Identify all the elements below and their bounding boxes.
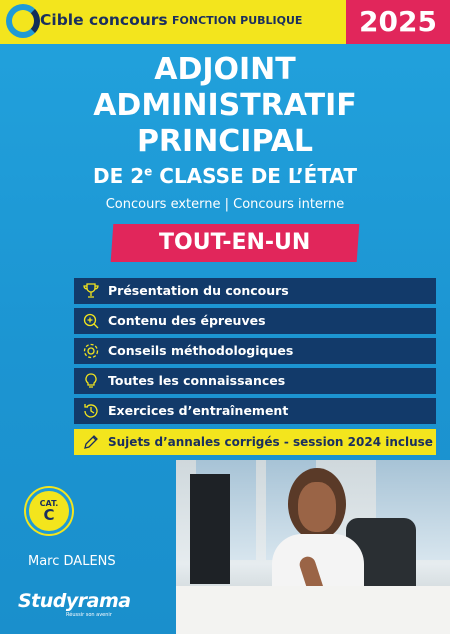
feature-connaissances [74,368,436,394]
feature-contenu [74,308,436,334]
feature-label: Contenu des épreuves [108,313,266,328]
feature-presentation [74,278,436,304]
title-line-3: PRINCIPAL [136,124,314,159]
gear-icon [82,342,100,360]
clock-icon [82,402,100,420]
brand-logo-icon [6,4,40,38]
office-photo [176,460,450,634]
feature-annales [74,429,436,455]
feature-label: Sujets d’annales corrigés - session 2024 incluse [108,435,433,449]
publisher-tagline: Réussir son avenir [66,612,112,618]
magnifier-plus-icon [82,312,100,330]
desk [176,586,450,634]
brand-name: Cible concours [40,11,168,29]
face [298,482,336,532]
concours-subtitle: Concours externe | Concours interne [105,197,345,212]
lightbulb-icon [82,372,100,390]
title-line-1: ADJOINT [154,52,296,87]
brand-bar [0,0,346,44]
trophy-icon [82,282,100,300]
title-line-4: DE 2e CLASSE DE L’ÉTAT [93,164,357,188]
category-badge: CAT. C [26,488,72,534]
feature-label: Présentation du concours [108,283,289,298]
tout-en-un-banner: TOUT-EN-UN [111,224,360,262]
pencil-icon [82,433,100,451]
author-name: Marc DALENS [28,554,116,569]
publisher-logo: Studyrama [18,590,131,612]
feature-label: Toutes les connaissances [108,373,286,388]
brand-subtitle: FONCTION PUBLIQUE [172,14,303,27]
year-badge: 2025 [346,0,450,44]
title-line-2: ADMINISTRATIF [93,88,357,123]
feature-exercices [74,398,436,424]
feature-conseils [74,338,436,364]
feature-label: Exercices d’entraînement [108,403,289,418]
computer-monitor [190,474,230,584]
feature-label: Conseils méthodologiques [108,343,294,358]
